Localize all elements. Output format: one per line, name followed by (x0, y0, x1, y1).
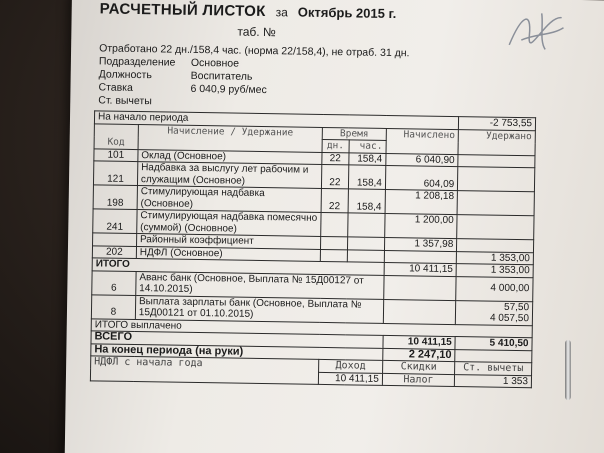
worked-line: Отработано 22 дн./158,4 час. (норма 22/158,4), не отраб. 31 дн. (99, 42, 410, 60)
total-deducted: 1 353,00 (456, 264, 533, 278)
row-hours: 158,4 (348, 152, 385, 165)
signature-icon (501, 5, 572, 56)
period-month (298, 5, 397, 22)
row-name: Стимулирующая надбавка помесячно (суммой) (Основное) (137, 210, 322, 237)
pay-empty (384, 275, 457, 300)
position-label: Должность (98, 68, 152, 82)
st-label: Ст. вычеты (455, 362, 532, 376)
income-value: 10 411,15 (318, 372, 382, 386)
row-code: 241 (93, 209, 137, 234)
discounts-label: Скидки (382, 360, 455, 374)
all-deducted: 5 410,50 (455, 337, 532, 351)
row-deducted (457, 191, 534, 216)
row-hours (347, 213, 385, 238)
row-days: 22 (322, 164, 349, 188)
row-accrued: 1 357,98 (384, 237, 457, 251)
row-hours (347, 249, 384, 262)
row-deducted: 1 353,00 (457, 251, 534, 265)
payslip-paper (65, 0, 604, 453)
rate-label: Ставка (98, 81, 133, 94)
pay-empty (383, 299, 456, 324)
row-days (321, 212, 348, 236)
row-name: Надбавка за выслугу лет рабочим и служащим (Основное) (137, 162, 322, 189)
employee-info (98, 42, 569, 114)
pay-value: 57,50 (503, 301, 530, 313)
pay-name: Аванс банк (Основное, Выплата № 15Д00127 от 14.10.2015) (136, 271, 384, 299)
pay-value-total: 4 057,50 (489, 312, 530, 325)
start-period-label: На начало периода (94, 111, 458, 129)
row-days: 22 (321, 188, 348, 212)
row-name: Стимулирующая надбавка (Основное) (137, 186, 322, 213)
rate-value: 6 040,9 руб/мес (190, 82, 267, 97)
paid-label: ИТОГО выплачено (91, 318, 532, 337)
row-accrued: 1 208,18 (385, 189, 458, 214)
row-hours: 158,4 (348, 189, 386, 214)
tab-number: таб. № (237, 24, 276, 40)
deductions-label: Ст. вычеты (98, 94, 152, 108)
col-time: Время (322, 127, 386, 141)
period-month-text: Октябрь 2015 г. (297, 4, 397, 22)
col-hours: час. (349, 140, 386, 153)
row-deducted (458, 154, 535, 168)
row-code: 202 (92, 245, 136, 258)
row-code: 198 (93, 185, 137, 210)
row-code (93, 233, 137, 246)
row-accrued: 6 040,90 (386, 153, 459, 167)
pay-code: 6 (92, 270, 136, 295)
pay-value: 4 000,00 (456, 276, 533, 301)
page-title: РАСЧЕТНЫЙ ЛИСТОК (99, 0, 266, 21)
tax-value: 1 353 (455, 374, 532, 388)
position-value: Воспитатель (190, 69, 253, 83)
end-period-empty (455, 349, 532, 363)
all-label: ВСЕГО (91, 331, 383, 348)
row-days (320, 249, 347, 262)
col-accrued: Начислено (386, 128, 459, 154)
row-code: 121 (93, 161, 137, 186)
row-accrued (384, 250, 457, 264)
row-code: 101 (94, 148, 138, 161)
end-period-label: На конец периода (на руки) (91, 343, 383, 360)
row-deducted (458, 167, 535, 192)
start-period-value: -2 753,55 (459, 117, 536, 131)
paper-clip-icon (565, 340, 571, 400)
row-hours (347, 237, 384, 250)
row-accrued: 1 200,00 (385, 213, 458, 238)
pay-value-cell (456, 300, 533, 325)
total-accrued: 10 411,15 (384, 262, 457, 276)
total-label: ИТОГО (92, 258, 384, 275)
row-days: 22 (322, 152, 349, 165)
all-accrued: 10 411,15 (383, 335, 456, 349)
period-za: за (275, 5, 288, 20)
payslip-table (90, 110, 536, 388)
pay-code: 8 (91, 294, 135, 319)
row-deducted (457, 239, 534, 253)
row-days (321, 236, 348, 249)
tax-label: Налог (382, 373, 455, 387)
end-period-value: 2 247,10 (383, 348, 456, 362)
row-name: Районный коэффициент (136, 234, 320, 249)
row-name: НДФЛ (Основное) (136, 246, 320, 261)
col-name: Начисление / Удержание (138, 124, 323, 152)
division-label: Подразделение (98, 55, 176, 69)
row-deducted (457, 215, 534, 240)
col-deducted: Удержано (458, 129, 535, 155)
row-hours: 158,4 (348, 165, 386, 190)
row-accrued: 604,09 (385, 165, 458, 190)
col-code: Код (94, 123, 138, 149)
ndfl-label: НДФЛ с начала года (90, 356, 318, 385)
division-value: Основное (190, 56, 240, 70)
income-label: Доход (319, 359, 383, 373)
col-days: дн. (322, 139, 349, 152)
row-name: Оклад (Основное) (138, 149, 322, 164)
pay-name: Выплата зарплаты банк (Основное, Выплата № 15Д00121 от 01.10.2015) (135, 295, 383, 323)
